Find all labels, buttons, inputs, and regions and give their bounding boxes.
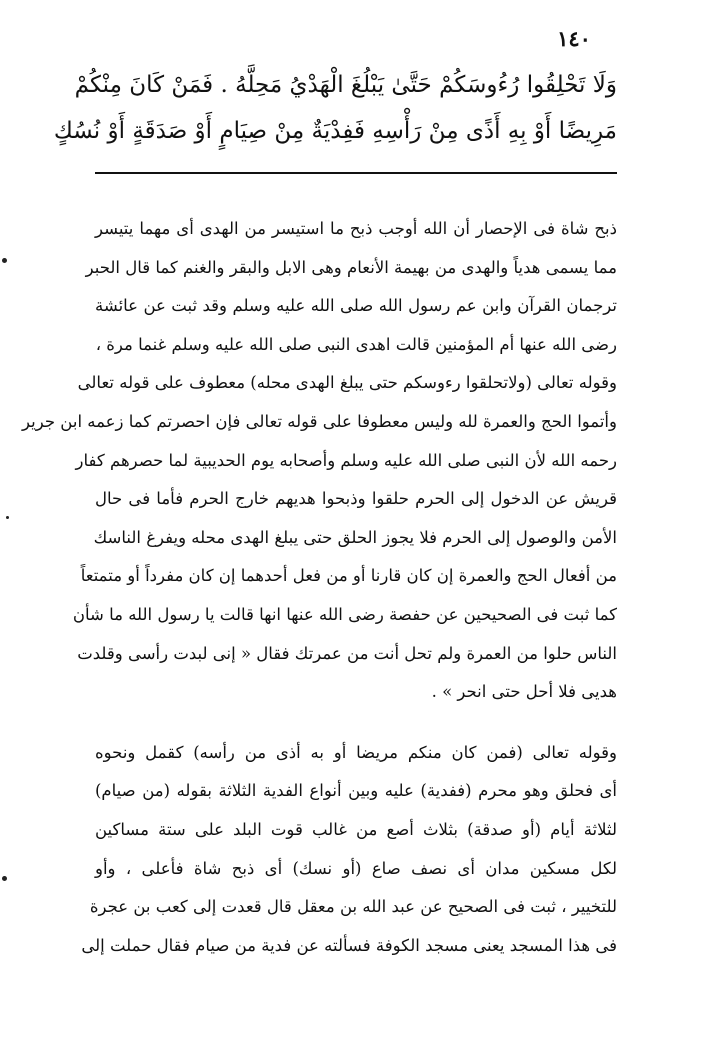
text-line: وقوله تعالى (فمن كان منكم مريضا أو به أذى من رأسه) كقمل ونحوه [95,742,617,762]
text-line: لكل مسكين مدان أى نصف صاع (أو نسك) أى ذبح شاة فأعلى ، وأو [95,858,617,878]
paragraph-gap [95,712,617,734]
text-line: رضى الله عنها أم المؤمنين قالت اهدى النبى صلى الله عليه وسلم غنما مرة ، [95,334,617,354]
commentary-paragraph [22,364,617,711]
text-line: رحمه الله لأن النبى صلى الله عليه وسلم وأصحابه يوم الحديبية لما حصرهم كفار [75,450,617,470]
text-line: وأتموا الحج والعمرة لله وليس معطوفا على قوله تعالى فإن احصرتم كما زعمه ابن جرير [22,411,617,431]
text-line: وقوله تعالى (ولاتحلقوا رءوسكم حتى يبلغ الهدى محله) معطوف على قوله تعالى [77,373,617,393]
page-number: ١٤٠ [557,26,591,51]
scan-speck [6,516,9,519]
verse-line: مَرِيضًا أَوْ بِهِ أَذًى مِنْ رَأْسِهِ فَفِدْيَةٌ مِنْ صِيَامٍ أَوْ صَدَقَةٍ أَوْ نُسُكٍ [53,118,617,144]
text-line: فى هذا المسجد يعنى مسجد الكوفة فسألته عن فدية من صيام فقال حملت إلى [81,935,617,955]
text-line: الأمن والوصول إلى الحرم فلا يجوز الحلق حتى يبلغ الهدى محله ويفرغ الناسك [93,527,617,547]
quran-verse-block [53,62,617,154]
scan-speck [2,876,7,881]
text-line: كما ثبت فى الصحيحين عن حفصة رضى الله عنها انها قالت يا رسول الله ما شأن [72,604,617,624]
commentary-paragraph [81,734,617,966]
text-line: من أفعال الحج والعمرة إن كان قارنا أو من فعل أحدهما إن كان مفرداً أو متمتعاً [80,566,617,586]
text-line: ذبح شاة فى الإحصار أن الله أوجب ذبح ما استيسر من الهدى أى مهما يتيسر [95,219,617,238]
text-line: قريش عن الدخول إلى الحرم حلقوا وذبحوا هديهم خارج الحرم فأما فى حال [95,489,617,509]
commentary-paragraph [85,210,617,364]
commentary-text [22,210,617,965]
text-line: ترجمان القرآن وابن عم رسول الله صلى الله عليه وسلم وقد ثبت عن عائشة [95,296,617,316]
separator-rule [95,172,617,174]
text-line: هديى فلا أحل حتى انحر » . [431,682,617,702]
text-line: أى فحلق وهو محرم (ففدية) عليه وبين أنواع الفدية الثلاثة بقوله (من صيام) [95,781,617,801]
verse-line: وَلَا تَحْلِقُوا رُءُوسَكُمْ حَتَّىٰ يَبْلُغَ الْهَدْيُ مَحِلَّهُ . فَمَنْ كَانَ مِنْكُمْ [74,72,617,98]
scan-speck [2,258,7,263]
text-line: لثلاثة أيام (أو صدقة) بثلاث أصع من غالب قوت البلد على ستة مساكين [95,819,617,839]
text-line: الناس حلوا من العمرة ولم تحل أنت من عمرتك فقال « إنى لبدت رأسى وقلدت [77,643,617,663]
text-line: مما يسمى هدياً والهدى من بهيمة الأنعام وهى الابل والبقر والغنم كما قال الحبر [85,257,617,277]
text-line: للتخيير ، ثبت فى الصحيح عن عبد الله بن معقل قال قعدت إلى كعب بن عجرة [89,897,617,917]
